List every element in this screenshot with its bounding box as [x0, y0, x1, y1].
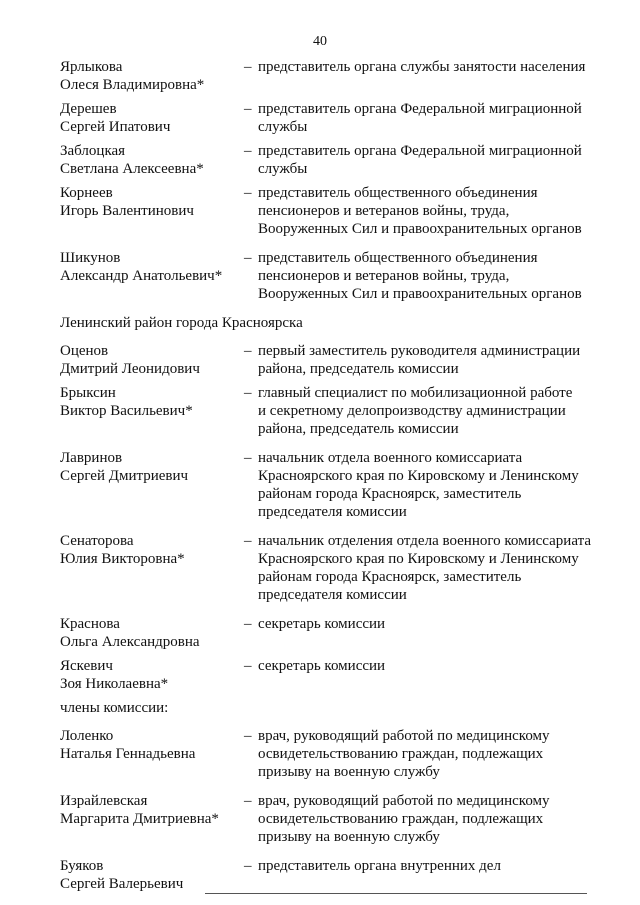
- member-surname: Брыксин: [60, 385, 116, 401]
- member-entry: [60, 657, 620, 693]
- page-number: 40: [313, 34, 327, 49]
- role-line: района, председатель комиссии: [258, 421, 459, 437]
- member-surname: Корнеев: [60, 185, 113, 201]
- role-line: представитель органа Федеральной миграционной: [258, 101, 582, 117]
- member-entry: [60, 100, 620, 136]
- member-name: [60, 100, 242, 136]
- member-surname: Яскевич: [60, 658, 113, 674]
- member-name: [60, 449, 242, 485]
- member-name: [60, 615, 242, 651]
- member-surname: Оценов: [60, 343, 109, 359]
- members-group-leadership: [60, 342, 620, 693]
- members-heading: члены комиссии:: [60, 700, 169, 716]
- role-line: представитель общественного объединения: [258, 250, 538, 266]
- member-role: [242, 142, 620, 178]
- members-group-top: [60, 58, 620, 303]
- role-line: первый заместитель руководителя администрации: [258, 343, 581, 359]
- member-role: [242, 249, 620, 303]
- role-line: пенсионеров и ветеранов войны, труда,: [258, 268, 510, 284]
- member-entry: [60, 792, 620, 846]
- member-role: [242, 857, 620, 875]
- member-name: [60, 384, 242, 420]
- role-line: секретарь комиссии: [258, 658, 386, 674]
- member-surname: Лавринов: [60, 450, 123, 466]
- member-name: [60, 857, 242, 893]
- role-line: председателя комиссии: [258, 504, 407, 520]
- member-role: [242, 384, 620, 438]
- role-line: представитель органа внутренних дел: [258, 858, 501, 874]
- role-dash: –: [244, 185, 252, 201]
- member-role: [242, 100, 620, 136]
- role-line: призыву на военную службу: [258, 829, 440, 845]
- role-line: и секретному делопроизводству администрации: [258, 403, 566, 419]
- role-line: представитель органа Федеральной миграционной: [258, 143, 582, 159]
- role-line: Вооруженных Сил и правоохранительных органов: [258, 221, 582, 237]
- member-role: [242, 532, 620, 604]
- role-dash: –: [244, 450, 252, 466]
- member-surname: Шикунов: [60, 250, 121, 266]
- role-dash: –: [244, 858, 252, 874]
- role-line: районам города Красноярск, заместитель: [258, 486, 522, 502]
- member-entry: [60, 249, 620, 303]
- member-given-names: Зоя Николаевна*: [60, 676, 169, 692]
- member-given-names: Наталья Геннадьевна: [60, 746, 196, 762]
- member-entry: [60, 142, 620, 178]
- role-dash: –: [244, 343, 252, 359]
- member-role: [242, 792, 620, 846]
- role-line: секретарь комиссии: [258, 616, 386, 632]
- member-role: [242, 727, 620, 781]
- role-line: начальник отдела военного комиссариата: [258, 450, 523, 466]
- role-line: Красноярского края по Кировскому и Ленинскому: [258, 551, 579, 567]
- member-given-names: Сергей Ипатович: [60, 119, 171, 135]
- member-given-names: Дмитрий Леонидович: [60, 361, 200, 377]
- member-entry: [60, 58, 620, 94]
- member-given-names: Виктор Васильевич*: [60, 403, 193, 419]
- role-line: призыву на военную службу: [258, 764, 440, 780]
- member-role: [242, 58, 620, 76]
- member-given-names: Олеся Владимировна*: [60, 77, 205, 93]
- member-entry: [60, 727, 620, 781]
- member-entry: [60, 532, 620, 604]
- role-line: Красноярского края по Кировскому и Ленинскому: [258, 468, 579, 484]
- member-entry: [60, 857, 620, 893]
- member-given-names: Юлия Викторовна*: [60, 551, 185, 567]
- role-line: врач, руководящий работой по медицинскому: [258, 728, 550, 744]
- member-surname: Ярлыкова: [60, 59, 123, 75]
- member-name: [60, 249, 242, 285]
- member-entry: [60, 184, 620, 238]
- member-name: [60, 342, 242, 378]
- role-line: врач, руководящий работой по медицинскому: [258, 793, 550, 809]
- role-line: пенсионеров и ветеранов войны, труда,: [258, 203, 510, 219]
- role-line: службы: [258, 161, 308, 177]
- member-given-names: Ольга Александровна: [60, 634, 200, 650]
- district-heading: Ленинский район города Красноярска: [60, 315, 303, 331]
- role-dash: –: [244, 143, 252, 159]
- role-line: освидетельствованию граждан, подлежащих: [258, 811, 544, 827]
- role-line: представитель органа службы занятости населения: [258, 59, 586, 75]
- role-dash: –: [244, 385, 252, 401]
- member-surname: Израйлевская: [60, 793, 148, 809]
- role-line: района, председатель комиссии: [258, 361, 459, 377]
- member-name: [60, 532, 242, 568]
- role-line: председателя комиссии: [258, 587, 407, 603]
- role-line: представитель общественного объединения: [258, 185, 538, 201]
- member-name: [60, 792, 242, 828]
- member-role: [242, 449, 620, 521]
- member-given-names: Маргарита Дмитриевна*: [60, 811, 219, 827]
- member-entry: [60, 615, 620, 651]
- member-role: [242, 615, 620, 633]
- member-entry: [60, 342, 620, 378]
- role-dash: –: [244, 658, 252, 674]
- role-line: Вооруженных Сил и правоохранительных органов: [258, 286, 582, 302]
- member-given-names: Сергей Дмитриевич: [60, 468, 189, 484]
- member-name: [60, 142, 242, 178]
- member-surname: Заблоцкая: [60, 143, 126, 159]
- role-dash: –: [244, 616, 252, 632]
- member-given-names: Александр Анатольевич*: [60, 268, 223, 284]
- member-name: [60, 657, 242, 693]
- member-role: [242, 657, 620, 675]
- member-name: [60, 727, 242, 763]
- role-line: главный специалист по мобилизационной работе: [258, 385, 573, 401]
- role-line: районам города Красноярск, заместитель: [258, 569, 522, 585]
- member-given-names: Сергей Валерьевич: [60, 876, 184, 892]
- role-dash: –: [244, 101, 252, 117]
- member-surname: Буяков: [60, 858, 104, 874]
- role-dash: –: [244, 793, 252, 809]
- member-given-names: Светлана Алексеевна*: [60, 161, 204, 177]
- members-group-members: [60, 727, 620, 893]
- member-surname: Лоленко: [60, 728, 114, 744]
- role-dash: –: [244, 250, 252, 266]
- role-line: начальник отделения отдела военного комиссариата: [258, 533, 591, 549]
- member-given-names: Игорь Валентинович: [60, 203, 194, 219]
- role-dash: –: [244, 728, 252, 744]
- member-role: [242, 184, 620, 238]
- member-name: [60, 184, 242, 220]
- member-role: [242, 342, 620, 378]
- member-entry: [60, 449, 620, 521]
- member-surname: Дерешев: [60, 101, 117, 117]
- member-name: [60, 58, 242, 94]
- role-dash: –: [244, 59, 252, 75]
- commission-list: [60, 58, 620, 899]
- bottom-rule: [205, 893, 587, 894]
- role-line: службы: [258, 119, 308, 135]
- member-surname: Сенаторова: [60, 533, 134, 549]
- member-entry: [60, 384, 620, 438]
- role-dash: –: [244, 533, 252, 549]
- role-line: освидетельствованию граждан, подлежащих: [258, 746, 544, 762]
- member-surname: Краснова: [60, 616, 120, 632]
